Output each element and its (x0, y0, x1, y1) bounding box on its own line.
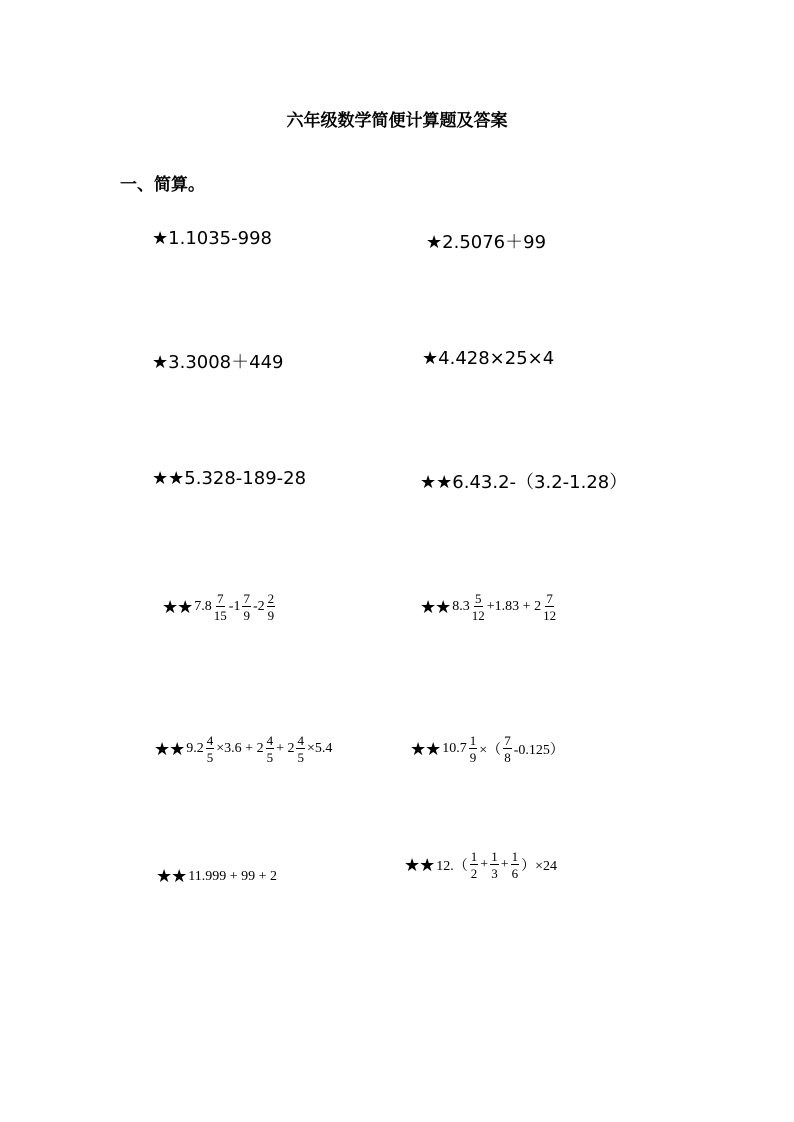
numerator: 7 (546, 591, 553, 606)
operator: + 2 (276, 741, 295, 756)
operator: + (480, 857, 489, 872)
denominator: 9 (469, 750, 477, 765)
problem-expression: 3.3008＋449 (168, 352, 284, 373)
difficulty-stars: ★★ (420, 596, 451, 618)
difficulty-stars: ★ (152, 352, 169, 373)
section-heading: 一、简算。 (120, 175, 205, 195)
operator: + (500, 857, 509, 872)
denominator: 6 (511, 866, 519, 881)
problem-3 (152, 348, 283, 374)
difficulty-stars: ★ (426, 232, 443, 253)
fraction (214, 592, 227, 622)
numerator: 4 (297, 733, 304, 748)
problem-expression: 4.428×25×4 (438, 348, 555, 369)
problem-expression: 2.5076＋99 (442, 232, 547, 253)
numerator: 7 (504, 733, 511, 748)
denominator: 8 (504, 750, 511, 765)
fraction (296, 734, 305, 764)
fraction (511, 850, 520, 880)
fraction (490, 850, 499, 880)
denominator: 12 (543, 608, 557, 623)
fraction (472, 592, 485, 622)
difficulty-stars: ★★ (156, 866, 187, 887)
numerator: 5 (475, 591, 482, 606)
denominator: 15 (213, 608, 227, 623)
operator: ）×24 (521, 859, 557, 874)
problem-expression: 5.328-189-28 (184, 468, 307, 489)
fraction (242, 592, 251, 622)
denominator: 9 (243, 608, 250, 623)
numerator: 1 (511, 849, 519, 864)
fraction (543, 592, 556, 622)
numerator: 1 (469, 733, 477, 748)
denominator: 2 (470, 866, 478, 881)
problem-lead: 10.7 (442, 741, 467, 756)
problem-12 (404, 850, 558, 880)
difficulty-stars: ★★ (162, 596, 193, 618)
fraction (266, 734, 275, 764)
problem-10 (410, 734, 565, 764)
numerator: 4 (266, 733, 274, 748)
denominator: 5 (266, 750, 274, 765)
problem-5 (152, 468, 306, 489)
operator: -2 (252, 599, 265, 614)
numerator: 4 (206, 733, 214, 748)
denominator: 12 (471, 608, 485, 623)
operator: ×（ (479, 743, 502, 758)
denominator: 3 (491, 866, 498, 881)
operator: -0.125） (513, 743, 564, 758)
fraction (206, 734, 215, 764)
fraction (503, 734, 512, 764)
difficulty-stars: ★★ (420, 472, 453, 493)
problem-11 (156, 866, 278, 887)
difficulty-stars: ★ (152, 228, 169, 249)
problem-2 (426, 228, 546, 254)
numerator: 2 (267, 591, 275, 606)
page-title: 六年级数学简便计算题及答案 (286, 111, 508, 131)
numerator: 1 (491, 849, 498, 864)
problem-expression: 1.1035-998 (168, 228, 272, 249)
denominator: 5 (297, 750, 304, 765)
problem-7 (162, 592, 276, 622)
difficulty-stars: ★ (422, 348, 439, 369)
difficulty-stars: ★★ (152, 468, 185, 489)
problem-expression: 11.999 + 99 + 2 (188, 868, 278, 884)
operator: ×5.4 (306, 741, 333, 756)
problem-9 (154, 734, 333, 764)
operator: -1 (228, 599, 241, 614)
numerator: 7 (217, 591, 224, 606)
problem-lead: 9.2 (186, 741, 204, 756)
difficulty-stars: ★★ (154, 738, 185, 760)
problem-lead: 7.8 (194, 599, 212, 614)
difficulty-stars: ★★ (404, 854, 435, 876)
problem-1 (152, 228, 272, 249)
numerator: 7 (243, 591, 250, 606)
problem-expression: 6.43.2-（3.2-1.28） (452, 472, 628, 493)
problem-lead: 8.3 (452, 599, 470, 614)
problem-lead: 12.（ (436, 859, 468, 874)
problem-6 (420, 468, 627, 494)
numerator: 1 (470, 849, 478, 864)
problem-8 (420, 592, 557, 622)
difficulty-stars: ★★ (410, 738, 441, 760)
operator: ×3.6 + 2 (216, 741, 264, 756)
fraction (470, 850, 479, 880)
problem-4 (422, 348, 554, 369)
fraction (469, 734, 478, 764)
operator: +1.83 + 2 (486, 599, 542, 614)
denominator: 5 (206, 750, 214, 765)
denominator: 9 (267, 608, 275, 623)
fraction (267, 592, 276, 622)
